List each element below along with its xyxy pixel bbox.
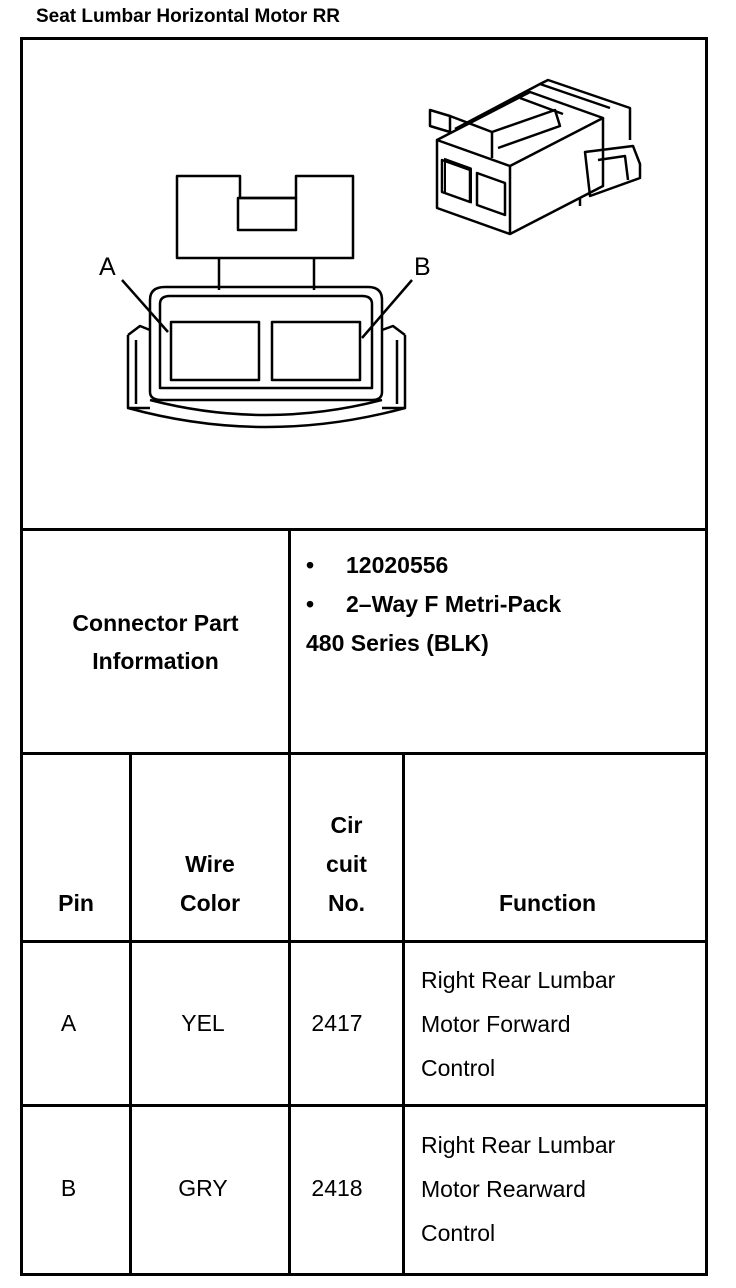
- pin-label-b: B: [414, 253, 431, 281]
- connector-info-bullet: [306, 585, 561, 624]
- part-number: 12020556: [346, 552, 449, 578]
- header-wire-color-line2: Color: [179, 890, 241, 916]
- bullet-icon: •: [306, 591, 315, 617]
- row-a-circuit: 2417: [311, 1010, 363, 1036]
- row-a-function: [405, 943, 702, 1104]
- row-b-wire-color: GRY: [178, 1175, 228, 1201]
- header-circuit-line1: Cir: [330, 812, 363, 838]
- row-b-pin: B: [60, 1175, 77, 1201]
- row-b-function-line3: Control: [421, 1219, 496, 1246]
- header-pin-text: Pin: [58, 890, 94, 916]
- row-a-function-line3: Control: [421, 1054, 496, 1081]
- bullet-icon: •: [306, 552, 315, 578]
- row-a-function-line1: Right Rear Lumbar: [421, 966, 616, 993]
- connector-info-label: [23, 531, 288, 752]
- header-circuit-no: [291, 755, 402, 923]
- header-function: [405, 755, 690, 923]
- connector-type: 2–Way F Metri-Pack: [346, 591, 562, 617]
- header-circuit-line3: No.: [327, 890, 366, 916]
- connector-info-details: [306, 546, 561, 663]
- header-function-text: Function: [498, 890, 597, 916]
- row-b-function: [405, 1107, 702, 1270]
- connector-front-view: [122, 176, 412, 427]
- connector-series: 480 Series (BLK): [306, 630, 489, 656]
- row-a-wire-color: YEL: [181, 1010, 225, 1036]
- cavity-a: [171, 322, 259, 380]
- row-b-function-line2: Motor Rearward: [421, 1175, 586, 1202]
- pin-label-a: A: [99, 253, 116, 281]
- header-wire-color: [132, 755, 288, 923]
- header-circuit-line2: cuit: [326, 851, 367, 877]
- row-b-circuit: 2418: [311, 1175, 363, 1201]
- connector-info-label-line1: Connector Part: [72, 609, 239, 636]
- cavity-b: [272, 322, 360, 380]
- row-a-pin: A: [60, 1010, 77, 1036]
- row-a-function-line2: Motor Forward: [421, 1010, 571, 1037]
- row-b-function-line1: Right Rear Lumbar: [421, 1131, 616, 1158]
- page-title: Seat Lumbar Horizontal Motor RR: [36, 6, 341, 27]
- connector-info-bullet: [306, 546, 561, 585]
- header-pin: [23, 755, 129, 923]
- connector-info-label-line2: Information: [92, 647, 219, 674]
- connector-isometric-view: [430, 80, 640, 234]
- header-wire-color-line1: Wire: [185, 851, 235, 877]
